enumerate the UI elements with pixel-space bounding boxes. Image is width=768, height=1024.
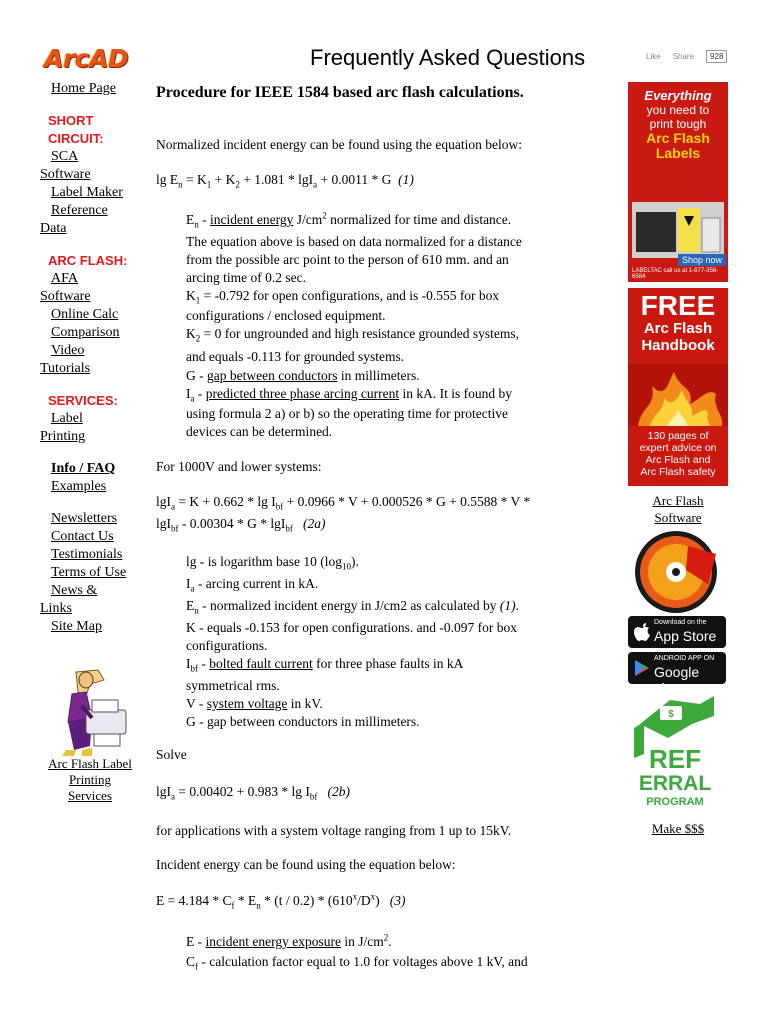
nav-news-links-2[interactable]: Links <box>40 601 72 616</box>
nav-home-page[interactable]: Home Page <box>51 81 116 96</box>
norm-text-3: arcing time of 0.2 sec. <box>186 270 306 285</box>
low-voltage-text: For 1000V and lower systems: <box>156 459 322 474</box>
link-incident-energy-exposure[interactable]: incident energy exposure <box>205 934 341 949</box>
g2-definition: G - gap between conductors in millimeters. <box>186 714 420 729</box>
arcad-cd-product[interactable] <box>634 530 718 614</box>
k1-definition: $K_1 = -0.792$ for open configurations, and is -0.555 for box <box>186 288 500 306</box>
appstore-small-text: Download on the <box>654 619 707 626</box>
nav-examples[interactable]: Examples <box>51 479 107 494</box>
g-definition: G - gap between conductors in millimeters. <box>186 368 420 383</box>
intro-text: Normalized incident energy can be found using the equation below: <box>156 137 523 152</box>
arcad-logo[interactable] <box>44 44 136 76</box>
nav-reference-data-2[interactable]: Data <box>40 221 67 236</box>
equation-2b-ref: (2b) <box>327 784 350 799</box>
nav-sca-software[interactable]: SCA <box>51 149 79 164</box>
make-money-link[interactable]: Make $$$ <box>651 821 705 836</box>
k1-definition-2: configurations / enclosed equipment. <box>186 308 386 323</box>
share-button[interactable]: Share <box>672 52 695 61</box>
link-gap-between-conductors[interactable]: gap between conductors <box>207 368 338 383</box>
play-icon <box>634 659 650 677</box>
equation-2a-ref: (2a) <box>303 516 326 531</box>
k-definition-2: configurations. <box>186 638 268 653</box>
equation-3-ref: (3) <box>389 893 406 908</box>
equation-2a-line-2: lgI$_{bf}$ - 0.00304 * G * lgI$_{bf}$ (2a) <box>156 516 326 534</box>
labels-ad-banner[interactable] <box>628 82 728 282</box>
k-definition: K - equals -0.153 for open configurations. and -0.097 for box <box>186 620 518 635</box>
ad1-line-3: print tough <box>649 117 707 131</box>
printer-caption-line-1[interactable]: Arc Flash Label <box>48 756 132 771</box>
nav-video-tutorials-2[interactable]: Tutorials <box>40 361 91 376</box>
ad2-title-2: Handbook <box>641 337 715 354</box>
equation-1-ref: (1) <box>398 172 414 187</box>
ad1-line-2: you need to <box>646 103 710 117</box>
ia2-definition: $I_a$ - arcing current in kA. <box>186 576 319 594</box>
link-incident-energy[interactable]: incident energy <box>210 212 294 227</box>
ia-definition: $I_a$ - predicted three phase arcing current in kA. It is found by <box>186 386 513 404</box>
nav-newsletters[interactable]: Newsletters <box>51 511 118 526</box>
incident-energy-text: Incident energy can be found using the equation below: <box>156 857 456 872</box>
nav-reference-data[interactable]: Reference <box>51 203 108 218</box>
equation-2a-line-1: $\lg I_a = K + 0.662 * \lg I_{bf} + 0.0966 * V + 0.000526 * G + 0.5588 * V$ * <box>156 494 531 512</box>
nav-comparison[interactable]: Comparison <box>51 325 120 340</box>
k2-definition: $K_2 = 0$ for ungrounded and high resistance grounded systems, <box>186 326 520 344</box>
v-definition: V - system voltage in kV. <box>186 696 323 711</box>
google-play-badge[interactable] <box>628 652 726 696</box>
svg-text:REF: REF <box>649 744 701 774</box>
social-bar <box>646 52 727 61</box>
nav-label-maker[interactable]: Label Maker <box>51 185 123 200</box>
ibf-definition: $I_{bf}$ - bolted fault current for three phase faults in kA <box>186 656 464 674</box>
nav-section-arc-flash: ARC FLASH: <box>48 253 128 268</box>
labeltac-brand: LABELTAC call us at 1-877-356-6584 <box>632 268 719 280</box>
printer-illustration[interactable] <box>46 666 132 758</box>
solve-text: Solve <box>156 747 187 762</box>
equation-2b: $\lg I_a = 0.00402 + 0.983 * \lg I_{bf}$ (2b) <box>156 784 350 802</box>
applications-text: for applications with a system voltage ranging from 1 up to 15kV. <box>156 823 512 838</box>
nav-video-tutorials[interactable]: Video <box>51 343 85 358</box>
link-predicted-arcing-current[interactable]: predicted three phase arcing current <box>205 386 400 401</box>
arc-flash-software-link[interactable]: Arc Flash Software <box>652 493 704 525</box>
label-printer-photo <box>632 202 724 258</box>
ibf-definition-2: symmetrical rms. <box>186 678 280 693</box>
nav-label-printing-2[interactable]: Printing <box>40 429 86 444</box>
ad2-free: FREE <box>640 290 716 321</box>
ad1-line-1: Everything <box>644 88 712 103</box>
appstore-large-text: App Store <box>654 628 717 644</box>
nav-section-short-circuit: SHORT CIRCUIT: <box>48 113 104 146</box>
nav-testimonials[interactable]: Testimonials <box>51 547 123 562</box>
nav-news-links[interactable]: News & <box>51 583 98 598</box>
handbook-ad-banner[interactable] <box>628 288 728 486</box>
nav-site-map[interactable]: Site Map <box>51 619 102 634</box>
ad1-line-4: Arc Flash <box>646 130 710 146</box>
like-button[interactable]: Like <box>646 52 661 61</box>
svg-text:$: $ <box>668 709 674 720</box>
ia-definition-2: using formula 2 a) or b) so the operating time for protective <box>186 406 509 421</box>
page-title: Frequently Asked Questions <box>310 45 586 70</box>
nav-afa-software-2[interactable]: Software <box>40 289 91 304</box>
nav-section-services: SERVICES: <box>48 393 118 408</box>
norm-text-1: The equation above is based on data normalized for a distance <box>186 234 522 249</box>
nav-afa-software[interactable]: AFA <box>51 271 78 286</box>
flame-illustration <box>628 364 728 426</box>
en2-definition: $E_n$ - normalized incident energy in J/cm2 as calculated by (1). <box>186 598 520 616</box>
svg-text:ERRAL: ERRAL <box>638 772 712 795</box>
norm-text-2: from the possible arc point to the person of 610 mm. and an <box>186 252 509 267</box>
k2-definition-2: and equals -0.113 for grounded systems. <box>186 349 405 364</box>
printer-caption-line-3[interactable]: Services <box>67 788 113 803</box>
ad2-description: 130 pages of expert advice on Arc Flash and Arc Flash safety <box>639 430 717 478</box>
cf-definition: $C_f$ - calculation factor equal to 1.0 for voltages above 1 kV, and <box>186 954 528 972</box>
gplay-small-text: ANDROID APP ON <box>654 655 715 662</box>
link-system-voltage[interactable]: system voltage <box>206 696 288 711</box>
equation-3: $E = 4.184 * C_f * E_n * (t / 0.2) * (610^x/D^x)$ (3) <box>156 891 406 911</box>
svg-text:PROGRAM: PROGRAM <box>646 796 704 808</box>
gplay-large-text: Google play <box>654 664 700 696</box>
nav-sca-software-2[interactable]: Software <box>40 167 91 182</box>
lg-definition: lg - is logarithm base 10 $(\log_{10})$. <box>186 554 359 572</box>
link-bolted-fault-current[interactable]: bolted fault current <box>209 656 313 671</box>
ad2-title-1: Arc Flash <box>643 320 713 337</box>
nav-online-calc[interactable]: Online Calc <box>51 307 119 322</box>
nav-label-printing[interactable]: Label <box>51 411 83 426</box>
referral-program-badge[interactable] <box>630 694 720 812</box>
logo-text: ArcAD <box>44 44 129 73</box>
apple-icon <box>634 623 650 641</box>
nav-terms-of-use[interactable]: Terms of Use <box>51 565 127 580</box>
en-definition: $E_n$ - incident energy $J/cm^2$ normalized for time and distance. <box>186 210 512 230</box>
nav-info-faq[interactable]: Info / FAQ <box>51 461 116 476</box>
article-heading: Procedure for IEEE 1584 based arc flash calculations. <box>156 84 524 101</box>
app-store-badge[interactable] <box>628 616 726 648</box>
shop-now-button[interactable]: Shop now <box>678 254 726 266</box>
nav-contact-us[interactable]: Contact Us <box>51 529 114 544</box>
share-count: 928 <box>706 50 727 63</box>
ad1-line-5: Labels <box>655 145 701 161</box>
left-nav <box>40 80 140 636</box>
printer-caption[interactable] <box>40 756 140 804</box>
e-definition: E - incident energy exposure in $J/cm^2$. <box>186 932 392 949</box>
ia-definition-3: devices can be determined. <box>186 424 333 439</box>
equation-1: $\lg E_n = K_1 + K_2 + 1.081 * \lg I_a + 0.0011 * G$ (1) <box>156 172 414 190</box>
printer-caption-line-2[interactable]: Printing <box>69 772 111 787</box>
